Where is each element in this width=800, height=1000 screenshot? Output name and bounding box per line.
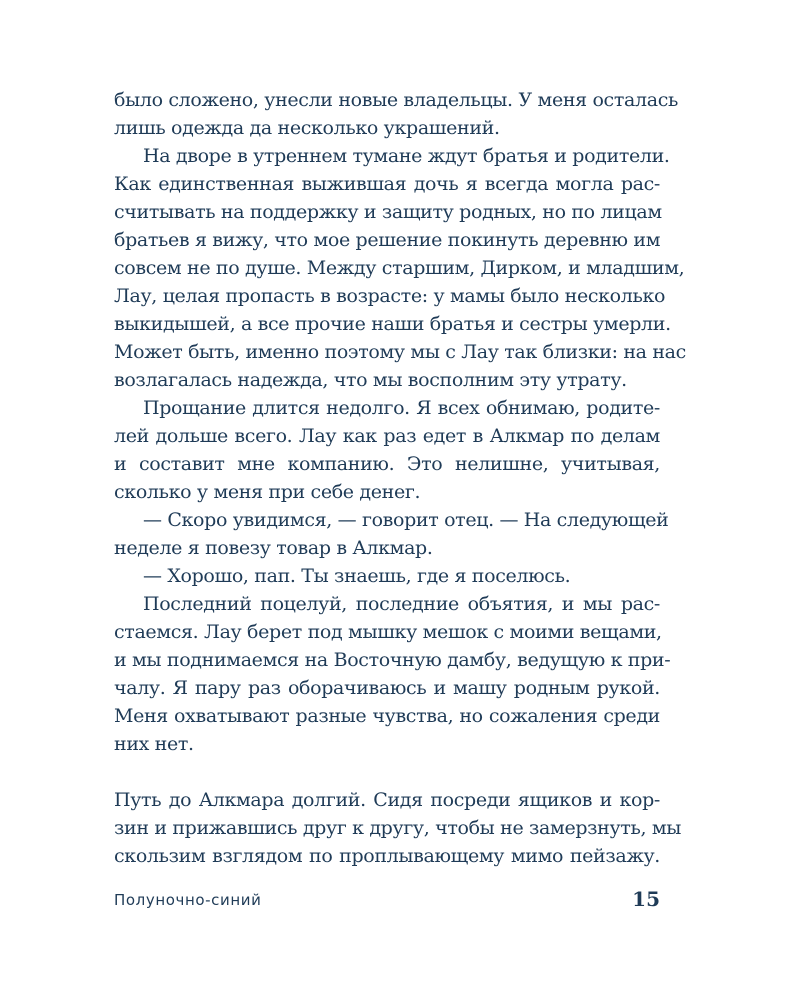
text-line: Как единственная выжившая дочь я всегда могла рас- [114,173,660,195]
text-line: и мы поднимаемся на Восточную дамбу, ведущую к при- [114,649,671,671]
text-line: стаемся. Лау берет под мышку мешок с моими вещами, [114,621,662,643]
text-line: Прощание длится недолго. Я всех обнимаю, родите- [143,397,660,419]
text-line: На дворе в утреннем тумане ждут братья и родители. [143,145,670,167]
text-line: считывать на поддержку и защиту родных, но по лицам [114,201,662,223]
text-line: возлагалась надежда, что мы восполним эту утрату. [114,369,627,391]
text-line: сколько у меня при себе денег. [114,481,421,503]
text-line: них нет. [114,733,194,755]
page-number: 15 [632,887,660,911]
text-line: Может быть, именно поэтому мы с Лау так близки: на нас [114,341,686,363]
running-footer-title: Полуночно-синий [114,891,262,909]
text-line: лишь одежда да несколько украшений. [114,117,500,139]
text-line: выкидышей, а все прочие наши братья и сестры умерли. [114,313,671,335]
text-line: Меня охватывают разные чувства, но сожаления среди [114,705,660,727]
text-line: лей дольше всего. Лау как раз едет в Алкмар по делам [114,425,660,447]
text-line: совсем не по душе. Между старшим, Дирком, и младшим, [114,257,685,279]
text-line: Лау, целая пропасть в возрасте: у мамы было несколько [114,285,666,307]
text-line: — Хорошо, пап. Ты знаешь, где я поселюсь. [143,565,571,587]
text-line: — Скоро увидимся, — говорит отец. — На следующей [143,509,669,531]
text-line: было сложено, унесли новые владельцы. У меня осталась [114,89,678,111]
text-line: скользим взглядом по проплывающему мимо пейзажу. [114,845,660,867]
text-line: и составит мне компанию. Это нелишне, учитывая, [114,453,660,475]
text-line: Путь до Алкмара долгий. Сидя посреди ящиков и кор- [114,789,660,811]
text-line: Последний поцелуй, последние объятия, и мы рас- [143,593,660,615]
text-line: неделе я повезу товар в Алкмар. [114,537,433,559]
text-line: чалу. Я пару раз оборачиваюсь и машу родным рукой. [114,677,660,699]
text-line: зин и прижавшись друг к другу, чтобы не замерзнуть, мы [114,817,682,839]
text-line: братьев я вижу, что мое решение покинуть деревню им [114,229,661,251]
